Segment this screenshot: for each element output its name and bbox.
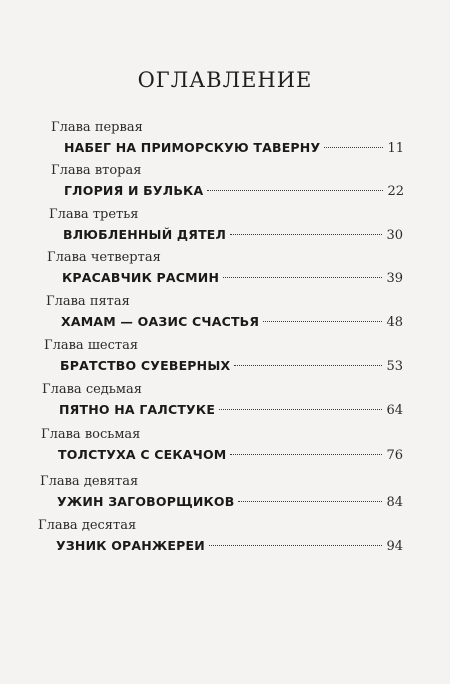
chapter-title: НАБЕГ НА ПРИМОРСКУЮ ТАВЕРНУ xyxy=(64,140,321,155)
page-number: 22 xyxy=(387,184,404,199)
chapter-line xyxy=(57,493,403,511)
chapter-line xyxy=(56,537,403,555)
page-number: 94 xyxy=(386,539,403,554)
chapter-line xyxy=(62,269,403,287)
chapter-label: Глава восьмая xyxy=(41,427,141,442)
chapter-title: ВЛЮБЛЕННЫЙ ДЯТЕЛ xyxy=(63,227,227,242)
chapter-label: Глава девятая xyxy=(40,474,139,489)
chapter-label: Глава десятая xyxy=(38,518,137,533)
dot-leader xyxy=(263,321,382,322)
page-number: 76 xyxy=(386,448,403,463)
chapter-line xyxy=(61,313,403,331)
chapter-title: ГЛОРИЯ И БУЛЬКА xyxy=(64,183,204,198)
dot-leader xyxy=(234,365,382,366)
dot-leader xyxy=(238,501,382,502)
toc-entry xyxy=(0,382,450,426)
dot-leader xyxy=(223,277,382,278)
toc-entry xyxy=(0,338,450,382)
chapter-label: Глава вторая xyxy=(51,163,142,178)
toc-entry xyxy=(0,207,450,251)
chapter-title: ХАМАМ — ОАЗИС СЧАСТЬЯ xyxy=(61,314,260,329)
page-number: 84 xyxy=(386,495,403,510)
toc-entry xyxy=(0,120,450,164)
page-number: 48 xyxy=(386,315,403,330)
toc-entry xyxy=(0,518,450,562)
chapter-title: УЖИН ЗАГОВОРЩИКОВ xyxy=(57,494,235,509)
chapter-title: КРАСАВЧИК РАСМИН xyxy=(62,270,220,285)
page-number: 64 xyxy=(386,403,403,418)
dot-leader xyxy=(219,409,382,410)
chapter-title: УЗНИК ОРАНЖЕРЕИ xyxy=(56,538,205,553)
toc-entry xyxy=(0,163,450,207)
toc-title: ОГЛАВЛЕНИЕ xyxy=(137,68,313,92)
chapter-title: ТОЛСТУХА С СЕКАЧОМ xyxy=(58,447,227,462)
chapter-label: Глава седьмая xyxy=(42,382,142,397)
dot-leader xyxy=(207,190,383,191)
dot-leader xyxy=(324,147,383,148)
toc-entry xyxy=(0,294,450,338)
toc-entry xyxy=(0,474,450,518)
chapter-line xyxy=(59,401,403,419)
chapter-label: Глава пятая xyxy=(46,294,130,309)
chapter-title: БРАТСТВО СУЕВЕРНЫХ xyxy=(60,358,231,373)
chapter-line xyxy=(64,182,404,200)
dot-leader xyxy=(230,234,382,235)
chapter-line xyxy=(58,446,403,464)
chapter-label: Глава первая xyxy=(51,120,143,135)
page-number: 30 xyxy=(386,228,403,243)
page-number: 11 xyxy=(387,141,404,156)
chapter-label: Глава шестая xyxy=(44,338,139,353)
chapter-label: Глава третья xyxy=(49,207,139,222)
toc-entry xyxy=(0,427,450,471)
chapter-line xyxy=(60,357,403,375)
page-number: 53 xyxy=(386,359,403,374)
chapter-line xyxy=(64,139,404,157)
dot-leader xyxy=(230,454,382,455)
toc-entry xyxy=(0,250,450,294)
chapter-line xyxy=(63,226,403,244)
page-number: 39 xyxy=(386,271,403,286)
dot-leader xyxy=(209,545,383,546)
chapter-label: Глава четвертая xyxy=(47,250,161,265)
chapter-title: ПЯТНО НА ГАЛСТУКЕ xyxy=(59,402,216,417)
